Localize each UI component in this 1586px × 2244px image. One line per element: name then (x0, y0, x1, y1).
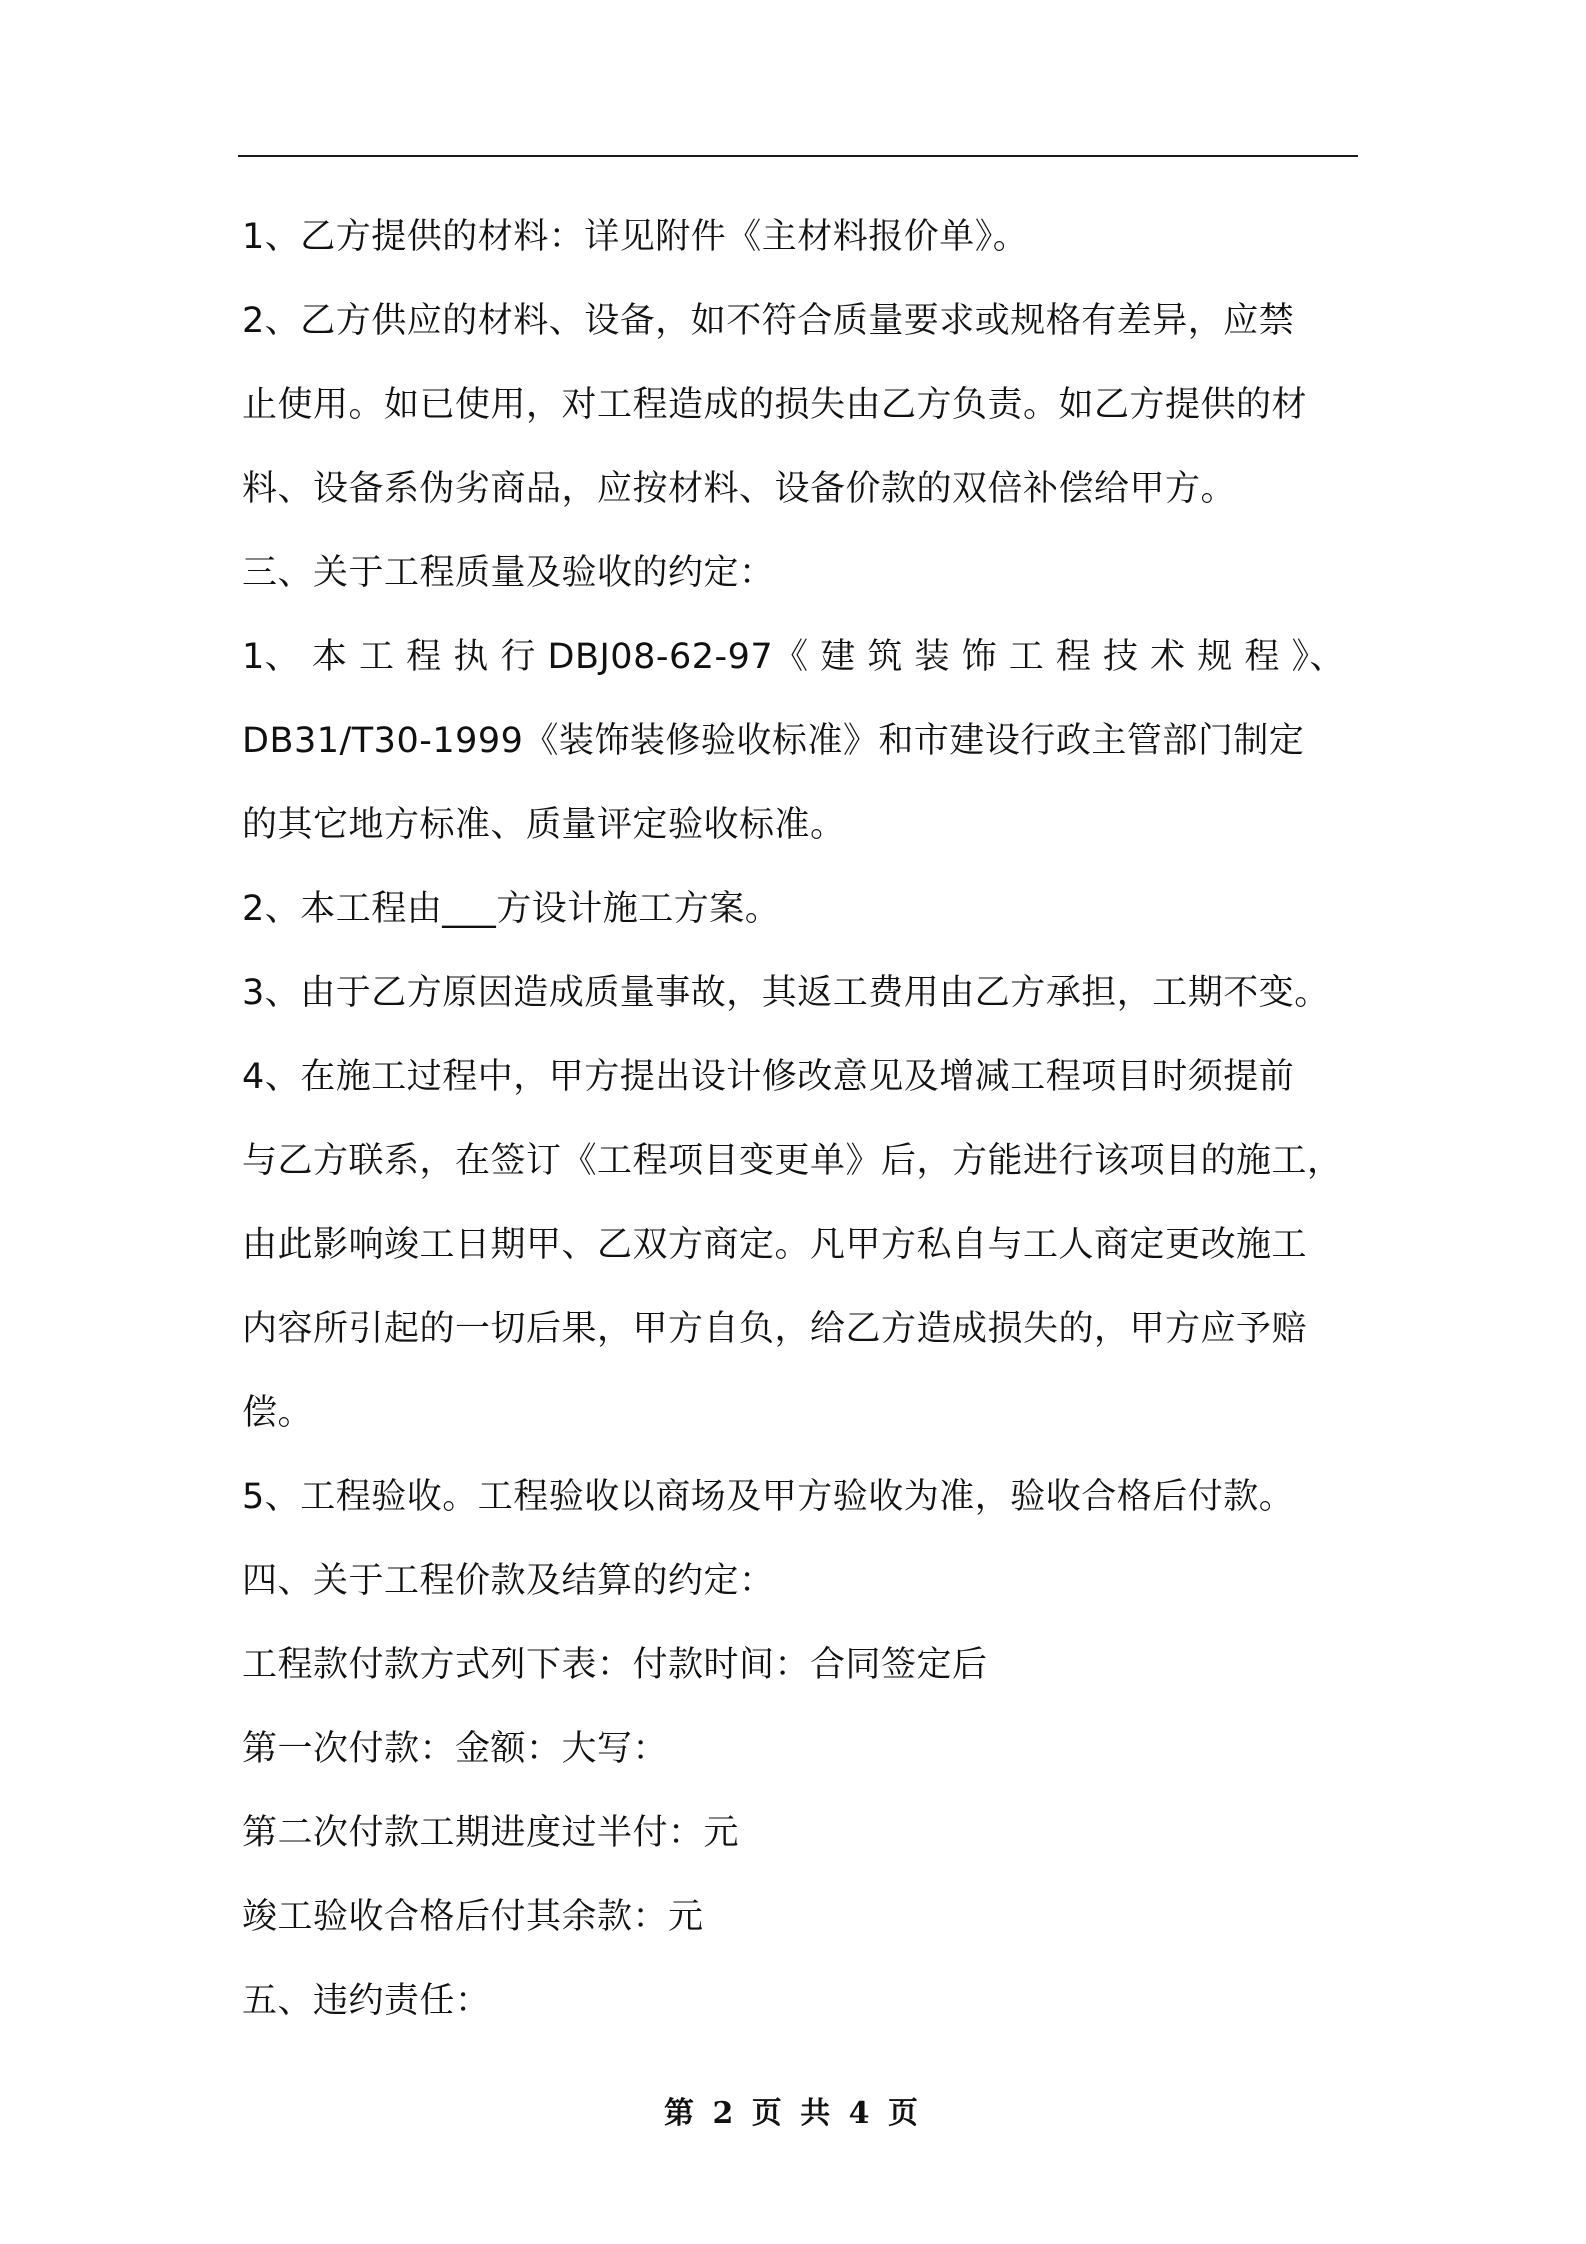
text-line: 内容所引起的一切后果，甲方自负，给乙方造成损失的，甲方应予赔 (242, 1309, 1308, 1349)
page-number: 第 2 页 共 4 页 (664, 2096, 922, 2131)
section-heading: 四、关于工程价款及结算的约定： (242, 1561, 775, 1601)
text-line: 与乙方联系，在签订《工程项目变更单》后，方能进行该项目的施工， (242, 1141, 1343, 1181)
text-line: 第一次付款：金额：大写： (242, 1729, 669, 1769)
text-line: 3、由于乙方原因造成质量事故，其返工费用由乙方承担，工期不变。 (242, 973, 1330, 1013)
text-line: 偿。 (242, 1393, 314, 1433)
text-line: 工程款付款方式列下表：付款时间：合同签定后 (242, 1645, 988, 1685)
text-line: 5、工程验收。工程验收以商场及甲方验收为准，验收合格后付款。 (242, 1477, 1295, 1517)
header-rule (238, 155, 1358, 157)
text-line: 2、乙方供应的材料、设备，如不符合质量要求或规格有差异，应禁 (242, 301, 1295, 341)
text-line: 的其它地方标准、质量评定验收标准。 (242, 805, 846, 845)
document-body (242, 195, 1354, 2043)
text-line: 由此影响竣工日期甲、乙双方商定。凡甲方私自与工人商定更改施工 (242, 1225, 1308, 1265)
text-line: 竣工验收合格后付其余款：元 (242, 1897, 704, 1937)
text-line: 1、 本 工 程 执 行 DBJ08-62-97《 建 筑 装 饰 工 程 技 术 规 程 》、 (242, 637, 1346, 677)
section-heading: 五、违约责任： (242, 1981, 491, 2021)
text-line: 4、在施工过程中，甲方提出设计修改意见及增减工程项目时须提前 (242, 1057, 1295, 1097)
text-line: 2、本工程由___方设计施工方案。 (242, 889, 781, 929)
text-line: 止使用。如已使用，对工程造成的损失由乙方负责。如乙方提供的材 (242, 385, 1308, 425)
text-line: DB31/T30-1999《装饰装修验收标准》和市建设行政主管部门制定 (242, 721, 1305, 761)
section-heading: 三、关于工程质量及验收的约定： (242, 553, 775, 593)
text-line: 1、乙方提供的材料：详见附件《主材料报价单》。 (242, 217, 1029, 257)
text-line: 料、设备系伪劣商品，应按材料、设备价款的双倍补偿给甲方。 (242, 469, 1237, 509)
text-line: 第二次付款工期进度过半付：元 (242, 1813, 740, 1853)
